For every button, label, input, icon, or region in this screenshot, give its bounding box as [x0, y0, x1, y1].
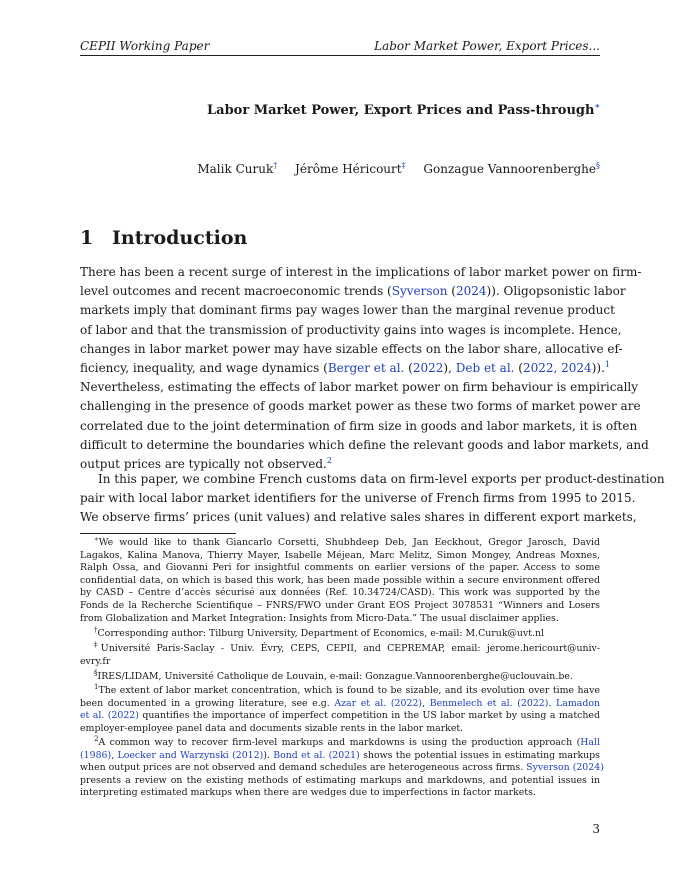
running-header-left: CEPII Working Paper — [80, 39, 210, 53]
text-span: when output prices are not observed and demand schedules are heterogeneous across firms. — [80, 762, 524, 774]
text-span: )). — [591, 361, 605, 376]
text-span: ). — [263, 749, 274, 761]
citation-link[interactable]: Bond et al. (2021) — [273, 749, 360, 761]
footnote-mark: 2 — [94, 734, 99, 743]
text-line: Nevertheless, estimating the effects of labor market power on firm behaviour is empirically — [80, 380, 639, 395]
text-span: level outcomes and recent macroeconomic trends ( — [80, 284, 392, 299]
footnote-mark: ‡ — [94, 640, 101, 649]
section-heading — [80, 227, 247, 249]
page-number: 3 — [592, 822, 600, 836]
running-header-right: Labor Market Power, Export Prices... — [374, 39, 600, 53]
author-name: Gonzague Vannoorenberghe — [423, 162, 596, 176]
text-line: employer-employee panel data and documents sizable rents in the labor market. — [80, 722, 464, 734]
text-span: Corresponding author: Tilburg University, Department of Economics, e-mail: M.Curuk@uvt.nl — [97, 628, 545, 639]
text-span: ( — [447, 284, 456, 299]
text-line: In this paper, we combine French customs data on firm-level exports per product-destination — [98, 472, 665, 486]
author-footnote-mark[interactable]: § — [596, 161, 600, 170]
footnote-corresponding-author — [80, 625, 600, 641]
text-line — [80, 640, 600, 656]
text-line — [80, 625, 600, 641]
text-line: interpreting estimated markups when there are wedges due to imperfections in factor markets. — [80, 787, 536, 799]
text-span: shows the potential issues in estimating markups — [359, 749, 600, 761]
citation-link[interactable]: et al. (2022) — [80, 710, 139, 722]
text-line: from Globalization and Market Integration: Insights from Micro-Data.” The usual disclaimer applies. — [80, 612, 559, 624]
text-line: pair with local labor market identifiers for the universe of French firms from 1995 to 2015. — [80, 491, 636, 506]
citation-link[interactable]: Syverson — [391, 284, 448, 299]
citation-year-link[interactable]: 2024 — [455, 284, 487, 299]
author-footnote-mark[interactable]: ‡ — [401, 161, 406, 170]
text-span: IRES/LIDAM, Université Catholique de Louvain, e-mail: Gonzague.Vannoorenberghe@uclouvain.be. — [97, 671, 573, 682]
footnote-mark: 1 — [94, 682, 99, 691]
text-line: Fonds de la Recherche Scientifique – FNRS/FWO under Grant EOS Project 3078531 “Winners and Losers — [80, 599, 600, 611]
paper-page — [80, 0, 665, 880]
text-span: ficiency, inequality, and wage dynamics ( — [80, 361, 328, 376]
text-line: presents a review on the existing methods of estimating markups and markdowns, and potential issues in — [80, 774, 600, 786]
intro-paragraph-1 — [80, 263, 649, 474]
author-footnote-mark[interactable]: † — [273, 161, 278, 170]
footnote-2 — [80, 734, 604, 800]
author-list — [80, 162, 600, 176]
text-line: challenging in the presence of goods market power as these two forms of market power are — [80, 399, 641, 414]
section-number: 1 — [80, 227, 94, 249]
author-name: Malik Curuk — [197, 162, 274, 176]
text-line — [80, 762, 604, 775]
citation-link[interactable]: Deb et al. — [455, 361, 515, 376]
footnote-mark: † — [94, 625, 98, 634]
text-line: changes in labor market power may have sizable effects on the labor share, allocative ef- — [80, 341, 623, 356]
text-span: , — [111, 749, 118, 761]
citation-link[interactable]: Loecker and Warzynski (2012) — [117, 749, 264, 761]
footnote-affiliation-3 — [80, 668, 600, 684]
footnote-mark: § — [94, 668, 98, 677]
text-line — [80, 710, 600, 723]
citation-year-link[interactable]: 2022, 2024 — [522, 361, 592, 376]
citation-link[interactable]: Hall — [580, 737, 600, 748]
text-span: A common way to recover firm-level markups and markdowns is using the production approach ( — [98, 737, 581, 748]
text-line — [80, 534, 600, 550]
text-line — [80, 282, 626, 301]
text-line: evry.fr — [80, 655, 111, 667]
footnote-acknowledgements — [80, 534, 600, 625]
text-line — [80, 698, 600, 711]
text-line: There has been a recent surge of interest in the implications of labor market power on firm- — [80, 265, 642, 279]
citation-link[interactable]: Azar et al. (2022) — [334, 697, 423, 709]
intro-paragraph-2 — [80, 470, 665, 528]
citation-link[interactable]: Benmelech et al. (2022) — [429, 697, 549, 709]
section-title: Introduction — [112, 227, 248, 249]
text-line: confidential data, on which is based this work, has been made possible within a secure environment offered — [80, 574, 600, 586]
citation-year-link[interactable]: 2022 — [412, 361, 444, 376]
text-line — [80, 359, 610, 378]
text-span: We would like to thank Giancarlo Corsetti, Shubhdeep Deb, Jan Eeckhout, Gregor Jarosch, David — [98, 537, 600, 548]
text-line: Ralph Ossa, and Giovanni Peri for insightful comments on earlier versions of the paper. Access to some — [80, 562, 600, 574]
text-line: We observe firms’ prices (unit values) and relative sales shares in different export markets, — [80, 510, 637, 525]
footnote-affiliation-2 — [80, 640, 600, 668]
citation-link[interactable]: Syverson (2024) — [526, 762, 604, 774]
running-header — [80, 37, 600, 56]
text-line: Lagakos, Kalina Manova, Thierry Mayer, Isabelle Méjean, Marc Melitz, Simon Mongey, Andreas Moxnes, — [80, 549, 600, 561]
text-span: The extent of labor market concentration, which is found to be sizable, and its evolution over time have — [98, 685, 600, 696]
text-line — [80, 734, 600, 750]
text-line: correlated due to the joint determination of firm size in goods and labor markets, it is often — [80, 418, 638, 433]
paper-title — [80, 100, 600, 118]
footnote-rule — [80, 533, 236, 534]
footnote-ref-2[interactable]: 2 — [326, 456, 332, 466]
text-line — [80, 668, 600, 684]
text-span: been documented in a growing literature, see e.g. — [80, 697, 335, 709]
text-line: of labor and that the transmission of productivity gains into wages is incomplete. Hence, — [80, 322, 622, 337]
title-footnote-mark[interactable]: ∗ — [594, 100, 600, 111]
text-span: output prices are typically not observed. — [80, 457, 327, 472]
text-span: , — [422, 697, 430, 709]
text-span: Université Paris-Saclay - Univ. Évry, CEPS, CEPII, and CEPREMAP, email: jerome.hericourt@univ- — [100, 643, 600, 654]
paper-title-text: Labor Market Power, Export Prices and Pass-through — [207, 103, 595, 118]
text-line: markets imply that dominant firms pay wages lower than the marginal revenue product — [80, 303, 615, 318]
citation-link[interactable]: (1986) — [80, 749, 112, 761]
text-span: . — [548, 697, 557, 709]
text-span: ( — [404, 361, 413, 376]
citation-link[interactable]: Berger et al. — [327, 361, 405, 376]
text-span: )). Oligopsonistic labor — [486, 284, 626, 299]
text-span: quantifies the importance of imperfect competition in the US labor market by using a matched — [138, 710, 600, 722]
text-span: ), — [443, 361, 456, 376]
text-line — [80, 682, 600, 698]
citation-link[interactable]: Lamadon — [556, 697, 601, 709]
text-line — [80, 750, 600, 763]
footnote-1 — [80, 682, 601, 735]
author-name: Jérôme Héricourt — [295, 162, 402, 176]
text-line: difficult to determine the boundaries which define the relevant goods and labor markets, and — [80, 437, 649, 452]
footnote-mark: ∗ — [94, 534, 99, 543]
text-line: by CASD – Centre d’accès sécurisé aux données (Ref. 10.34724/CASD). This work was supported by the — [80, 587, 600, 599]
text-span: ( — [514, 361, 523, 376]
footnote-ref-1[interactable]: 1 — [604, 360, 610, 370]
